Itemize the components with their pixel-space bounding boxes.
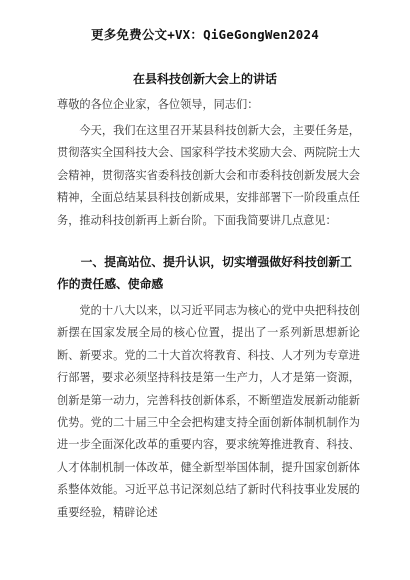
document-title: 在县科技创新大会上的讲话 <box>132 72 277 86</box>
section-paragraph: 党的十八大以来，以习近平同志为核心的党中央把科技创新摆在国家发展全局的核心位置，提出了一系列新思想新论断、新要求。党的二十大首次将教育、科技、人才列为专章进行部署，要求必须坚持科技是第一生产力，人才是第一资源，创新是第一动力，完善科技创新体系，不断塑造发展新动能新优势。党的二十届三中全会把构建支持全面创新体制机制作为进一步全面深化改革的重要内容，要求统筹推进教育、科技、人才体制机制一体改革，健全新型举国体制，提升国家创新体系整体效能。习近平总书记深刻总结了新时代科技事业发展的重要经验，精辟论述 <box>57 304 360 519</box>
section-heading: 一、提高站位、提升认识，切实增强做好科技创新工作的责任感、使命感 <box>57 255 352 292</box>
opening-paragraph: 今天，我们在这里召开某县科技创新大会，主要任务是，贯彻落实全国科技大会、国家科学技术奖励大会、两院院士大会精神，贯彻落实省委科技创新大会和市委科技创新发展大会精神，全面总结某县科技创新成果，安排部署下一阶段重点任务，推动科技创新再上新台阶。下面我简要讲几点意见： <box>57 124 360 227</box>
header-banner: 更多免费公文+VX：QiGeGongWen2024 <box>91 27 319 42</box>
salutation: 尊敬的各位企业家，各位领导，同志们： <box>57 98 259 111</box>
